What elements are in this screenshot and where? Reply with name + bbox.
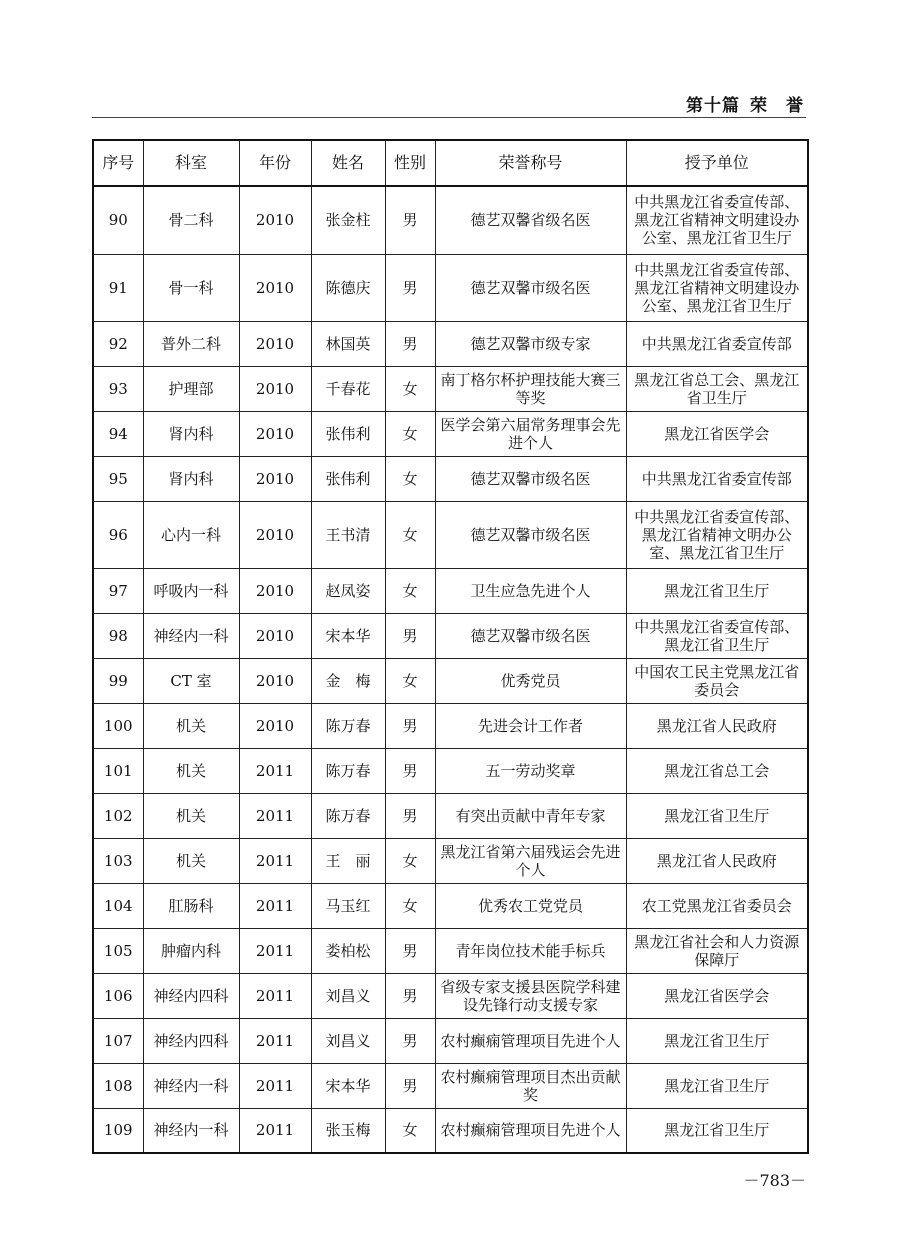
cell-year: 2010 bbox=[239, 501, 311, 568]
col-header-name: 姓名 bbox=[311, 140, 385, 186]
cell-gender: 女 bbox=[385, 838, 435, 883]
cell-department: 心内一科 bbox=[143, 501, 239, 568]
section-label: 第十篇 bbox=[686, 95, 740, 116]
cell-index: 91 bbox=[93, 254, 143, 321]
table-row bbox=[93, 254, 808, 321]
cell-gender: 男 bbox=[385, 748, 435, 793]
cell-name: 金 梅 bbox=[311, 658, 385, 703]
table-row bbox=[93, 748, 808, 793]
cell-gender: 男 bbox=[385, 703, 435, 748]
cell-name: 林国英 bbox=[311, 321, 385, 366]
cell-name: 刘昌义 bbox=[311, 973, 385, 1018]
cell-name: 刘昌义 bbox=[311, 1018, 385, 1063]
cell-awarding-unit: 中共黑龙江省委宣传部、黑龙江省精神文明建设办公室、黑龙江省卫生厅 bbox=[626, 186, 808, 254]
cell-index: 101 bbox=[93, 748, 143, 793]
table-row bbox=[93, 793, 808, 838]
cell-index: 92 bbox=[93, 321, 143, 366]
table-row bbox=[93, 928, 808, 973]
cell-department: 肿瘤内科 bbox=[143, 928, 239, 973]
cell-gender: 女 bbox=[385, 456, 435, 501]
cell-department: 普外二科 bbox=[143, 321, 239, 366]
cell-department: 护理部 bbox=[143, 366, 239, 411]
cell-awarding-unit: 中国农工民主党黑龙江省委员会 bbox=[626, 658, 808, 703]
cell-year: 2011 bbox=[239, 928, 311, 973]
cell-year: 2011 bbox=[239, 838, 311, 883]
table-header-row bbox=[93, 140, 808, 186]
cell-honor: 德艺双馨市级名医 bbox=[435, 613, 626, 658]
cell-gender: 男 bbox=[385, 793, 435, 838]
cell-gender: 女 bbox=[385, 1108, 435, 1153]
cell-name: 千春花 bbox=[311, 366, 385, 411]
table-row bbox=[93, 186, 808, 254]
cell-gender: 男 bbox=[385, 973, 435, 1018]
cell-awarding-unit: 黑龙江省社会和人力资源保障厅 bbox=[626, 928, 808, 973]
cell-name: 宋本华 bbox=[311, 613, 385, 658]
table-row bbox=[93, 1018, 808, 1063]
cell-name: 张伟利 bbox=[311, 411, 385, 456]
cell-awarding-unit: 中共黑龙江省委宣传部、黑龙江省精神文明建设办公室、黑龙江省卫生厅 bbox=[626, 254, 808, 321]
cell-index: 99 bbox=[93, 658, 143, 703]
col-header-year: 年份 bbox=[239, 140, 311, 186]
cell-year: 2010 bbox=[239, 254, 311, 321]
cell-name: 陈德庆 bbox=[311, 254, 385, 321]
cell-name: 王 丽 bbox=[311, 838, 385, 883]
cell-year: 2011 bbox=[239, 793, 311, 838]
cell-index: 106 bbox=[93, 973, 143, 1018]
col-header-honor: 荣誉称号 bbox=[435, 140, 626, 186]
running-head bbox=[604, 91, 804, 115]
table-row bbox=[93, 568, 808, 613]
cell-index: 104 bbox=[93, 883, 143, 928]
table-row bbox=[93, 321, 808, 366]
cell-index: 107 bbox=[93, 1018, 143, 1063]
cell-honor: 先进会计工作者 bbox=[435, 703, 626, 748]
cell-honor: 德艺双馨省级名医 bbox=[435, 186, 626, 254]
section-title: 荣 誉 bbox=[750, 95, 804, 116]
table-row bbox=[93, 973, 808, 1018]
cell-honor: 德艺双馨市级名医 bbox=[435, 501, 626, 568]
table-row bbox=[93, 838, 808, 883]
cell-honor: 青年岗位技术能手标兵 bbox=[435, 928, 626, 973]
cell-awarding-unit: 黑龙江省医学会 bbox=[626, 411, 808, 456]
cell-honor: 德艺双馨市级名医 bbox=[435, 456, 626, 501]
cell-awarding-unit: 中共黑龙江省委宣传部 bbox=[626, 321, 808, 366]
cell-year: 2010 bbox=[239, 703, 311, 748]
cell-honor: 德艺双馨市级名医 bbox=[435, 254, 626, 321]
cell-index: 94 bbox=[93, 411, 143, 456]
honors-table bbox=[92, 139, 809, 1154]
cell-year: 2010 bbox=[239, 658, 311, 703]
cell-department: 机关 bbox=[143, 748, 239, 793]
table-row bbox=[93, 411, 808, 456]
cell-honor: 德艺双馨市级专家 bbox=[435, 321, 626, 366]
cell-name: 王书清 bbox=[311, 501, 385, 568]
cell-name: 陈万春 bbox=[311, 793, 385, 838]
table-body bbox=[93, 186, 808, 1153]
cell-honor: 医学会第六届常务理事会先进个人 bbox=[435, 411, 626, 456]
cell-awarding-unit: 黑龙江省总工会 bbox=[626, 748, 808, 793]
cell-gender: 女 bbox=[385, 658, 435, 703]
cell-year: 2011 bbox=[239, 748, 311, 793]
table-row bbox=[93, 456, 808, 501]
cell-honor: 五一劳动奖章 bbox=[435, 748, 626, 793]
cell-awarding-unit: 黑龙江省卫生厅 bbox=[626, 568, 808, 613]
cell-honor: 优秀农工党党员 bbox=[435, 883, 626, 928]
table-row bbox=[93, 613, 808, 658]
table-row bbox=[93, 1063, 808, 1108]
cell-gender: 男 bbox=[385, 321, 435, 366]
cell-honor: 有突出贡献中青年专家 bbox=[435, 793, 626, 838]
cell-gender: 女 bbox=[385, 883, 435, 928]
table-row bbox=[93, 501, 808, 568]
cell-year: 2011 bbox=[239, 1063, 311, 1108]
cell-honor: 黑龙江省第六届残运会先进个人 bbox=[435, 838, 626, 883]
cell-name: 赵凤姿 bbox=[311, 568, 385, 613]
cell-index: 105 bbox=[93, 928, 143, 973]
cell-awarding-unit: 黑龙江省人民政府 bbox=[626, 703, 808, 748]
cell-index: 109 bbox=[93, 1108, 143, 1153]
cell-gender: 男 bbox=[385, 1063, 435, 1108]
cell-index: 95 bbox=[93, 456, 143, 501]
cell-department: 神经内四科 bbox=[143, 973, 239, 1018]
cell-gender: 女 bbox=[385, 501, 435, 568]
cell-awarding-unit: 黑龙江省卫生厅 bbox=[626, 1063, 808, 1108]
cell-gender: 女 bbox=[385, 366, 435, 411]
cell-name: 娄柏松 bbox=[311, 928, 385, 973]
cell-department: 肛肠科 bbox=[143, 883, 239, 928]
cell-index: 90 bbox=[93, 186, 143, 254]
cell-honor: 卫生应急先进个人 bbox=[435, 568, 626, 613]
cell-year: 2010 bbox=[239, 366, 311, 411]
col-header-gender: 性别 bbox=[385, 140, 435, 186]
table-row bbox=[93, 366, 808, 411]
cell-department: 神经内一科 bbox=[143, 613, 239, 658]
cell-awarding-unit: 中共黑龙江省委宣传部 bbox=[626, 456, 808, 501]
cell-department: 机关 bbox=[143, 793, 239, 838]
cell-index: 103 bbox=[93, 838, 143, 883]
cell-department: 机关 bbox=[143, 703, 239, 748]
cell-awarding-unit: 黑龙江省总工会、黑龙江省卫生厅 bbox=[626, 366, 808, 411]
table-row bbox=[93, 658, 808, 703]
cell-index: 93 bbox=[93, 366, 143, 411]
cell-name: 张玉梅 bbox=[311, 1108, 385, 1153]
cell-gender: 女 bbox=[385, 568, 435, 613]
cell-department: 神经内四科 bbox=[143, 1018, 239, 1063]
cell-year: 2010 bbox=[239, 186, 311, 254]
cell-gender: 男 bbox=[385, 254, 435, 321]
cell-awarding-unit: 黑龙江省卫生厅 bbox=[626, 793, 808, 838]
cell-department: 神经内一科 bbox=[143, 1063, 239, 1108]
cell-awarding-unit: 农工党黑龙江省委员会 bbox=[626, 883, 808, 928]
cell-year: 2010 bbox=[239, 456, 311, 501]
col-header-awarding-unit: 授予单位 bbox=[626, 140, 808, 186]
cell-gender: 女 bbox=[385, 411, 435, 456]
cell-year: 2011 bbox=[239, 1108, 311, 1153]
cell-honor: 农村癫痫管理项目杰出贡献奖 bbox=[435, 1063, 626, 1108]
cell-awarding-unit: 黑龙江省卫生厅 bbox=[626, 1018, 808, 1063]
cell-year: 2010 bbox=[239, 613, 311, 658]
cell-name: 张金柱 bbox=[311, 186, 385, 254]
cell-honor: 省级专家支援县医院学科建设先锋行动支援专家 bbox=[435, 973, 626, 1018]
table-row bbox=[93, 883, 808, 928]
col-header-index: 序号 bbox=[93, 140, 143, 186]
cell-department: 骨一科 bbox=[143, 254, 239, 321]
cell-department: 肾内科 bbox=[143, 456, 239, 501]
cell-department: CT 室 bbox=[143, 658, 239, 703]
cell-gender: 男 bbox=[385, 186, 435, 254]
cell-department: 骨二科 bbox=[143, 186, 239, 254]
cell-awarding-unit: 黑龙江省医学会 bbox=[626, 973, 808, 1018]
header-rule bbox=[92, 117, 806, 118]
cell-honor: 优秀党员 bbox=[435, 658, 626, 703]
cell-gender: 男 bbox=[385, 1018, 435, 1063]
cell-name: 陈万春 bbox=[311, 748, 385, 793]
cell-name: 宋本华 bbox=[311, 1063, 385, 1108]
cell-index: 108 bbox=[93, 1063, 143, 1108]
table-row bbox=[93, 1108, 808, 1153]
cell-year: 2011 bbox=[239, 883, 311, 928]
cell-index: 100 bbox=[93, 703, 143, 748]
table-row bbox=[93, 703, 808, 748]
cell-index: 102 bbox=[93, 793, 143, 838]
page-number: －783－ bbox=[743, 1171, 806, 1190]
cell-name: 陈万春 bbox=[311, 703, 385, 748]
cell-year: 2011 bbox=[239, 1018, 311, 1063]
cell-index: 97 bbox=[93, 568, 143, 613]
cell-department: 机关 bbox=[143, 838, 239, 883]
cell-honor: 农村癫痫管理项目先进个人 bbox=[435, 1108, 626, 1153]
cell-awarding-unit: 中共黑龙江省委宣传部、黑龙江省卫生厅 bbox=[626, 613, 808, 658]
cell-index: 96 bbox=[93, 501, 143, 568]
cell-department: 神经内一科 bbox=[143, 1108, 239, 1153]
cell-honor: 南丁格尔杯护理技能大赛三等奖 bbox=[435, 366, 626, 411]
cell-year: 2011 bbox=[239, 973, 311, 1018]
cell-department: 呼吸内一科 bbox=[143, 568, 239, 613]
cell-index: 98 bbox=[93, 613, 143, 658]
cell-year: 2010 bbox=[239, 411, 311, 456]
cell-name: 张伟利 bbox=[311, 456, 385, 501]
cell-gender: 男 bbox=[385, 613, 435, 658]
cell-year: 2010 bbox=[239, 568, 311, 613]
cell-year: 2010 bbox=[239, 321, 311, 366]
cell-name: 马玉红 bbox=[311, 883, 385, 928]
cell-awarding-unit: 黑龙江省人民政府 bbox=[626, 838, 808, 883]
col-header-department: 科室 bbox=[143, 140, 239, 186]
cell-gender: 男 bbox=[385, 928, 435, 973]
cell-department: 肾内科 bbox=[143, 411, 239, 456]
cell-awarding-unit: 中共黑龙江省委宣传部、黑龙江省精神文明办公室、黑龙江省卫生厅 bbox=[626, 501, 808, 568]
cell-honor: 农村癫痫管理项目先进个人 bbox=[435, 1018, 626, 1063]
cell-awarding-unit: 黑龙江省卫生厅 bbox=[626, 1108, 808, 1153]
